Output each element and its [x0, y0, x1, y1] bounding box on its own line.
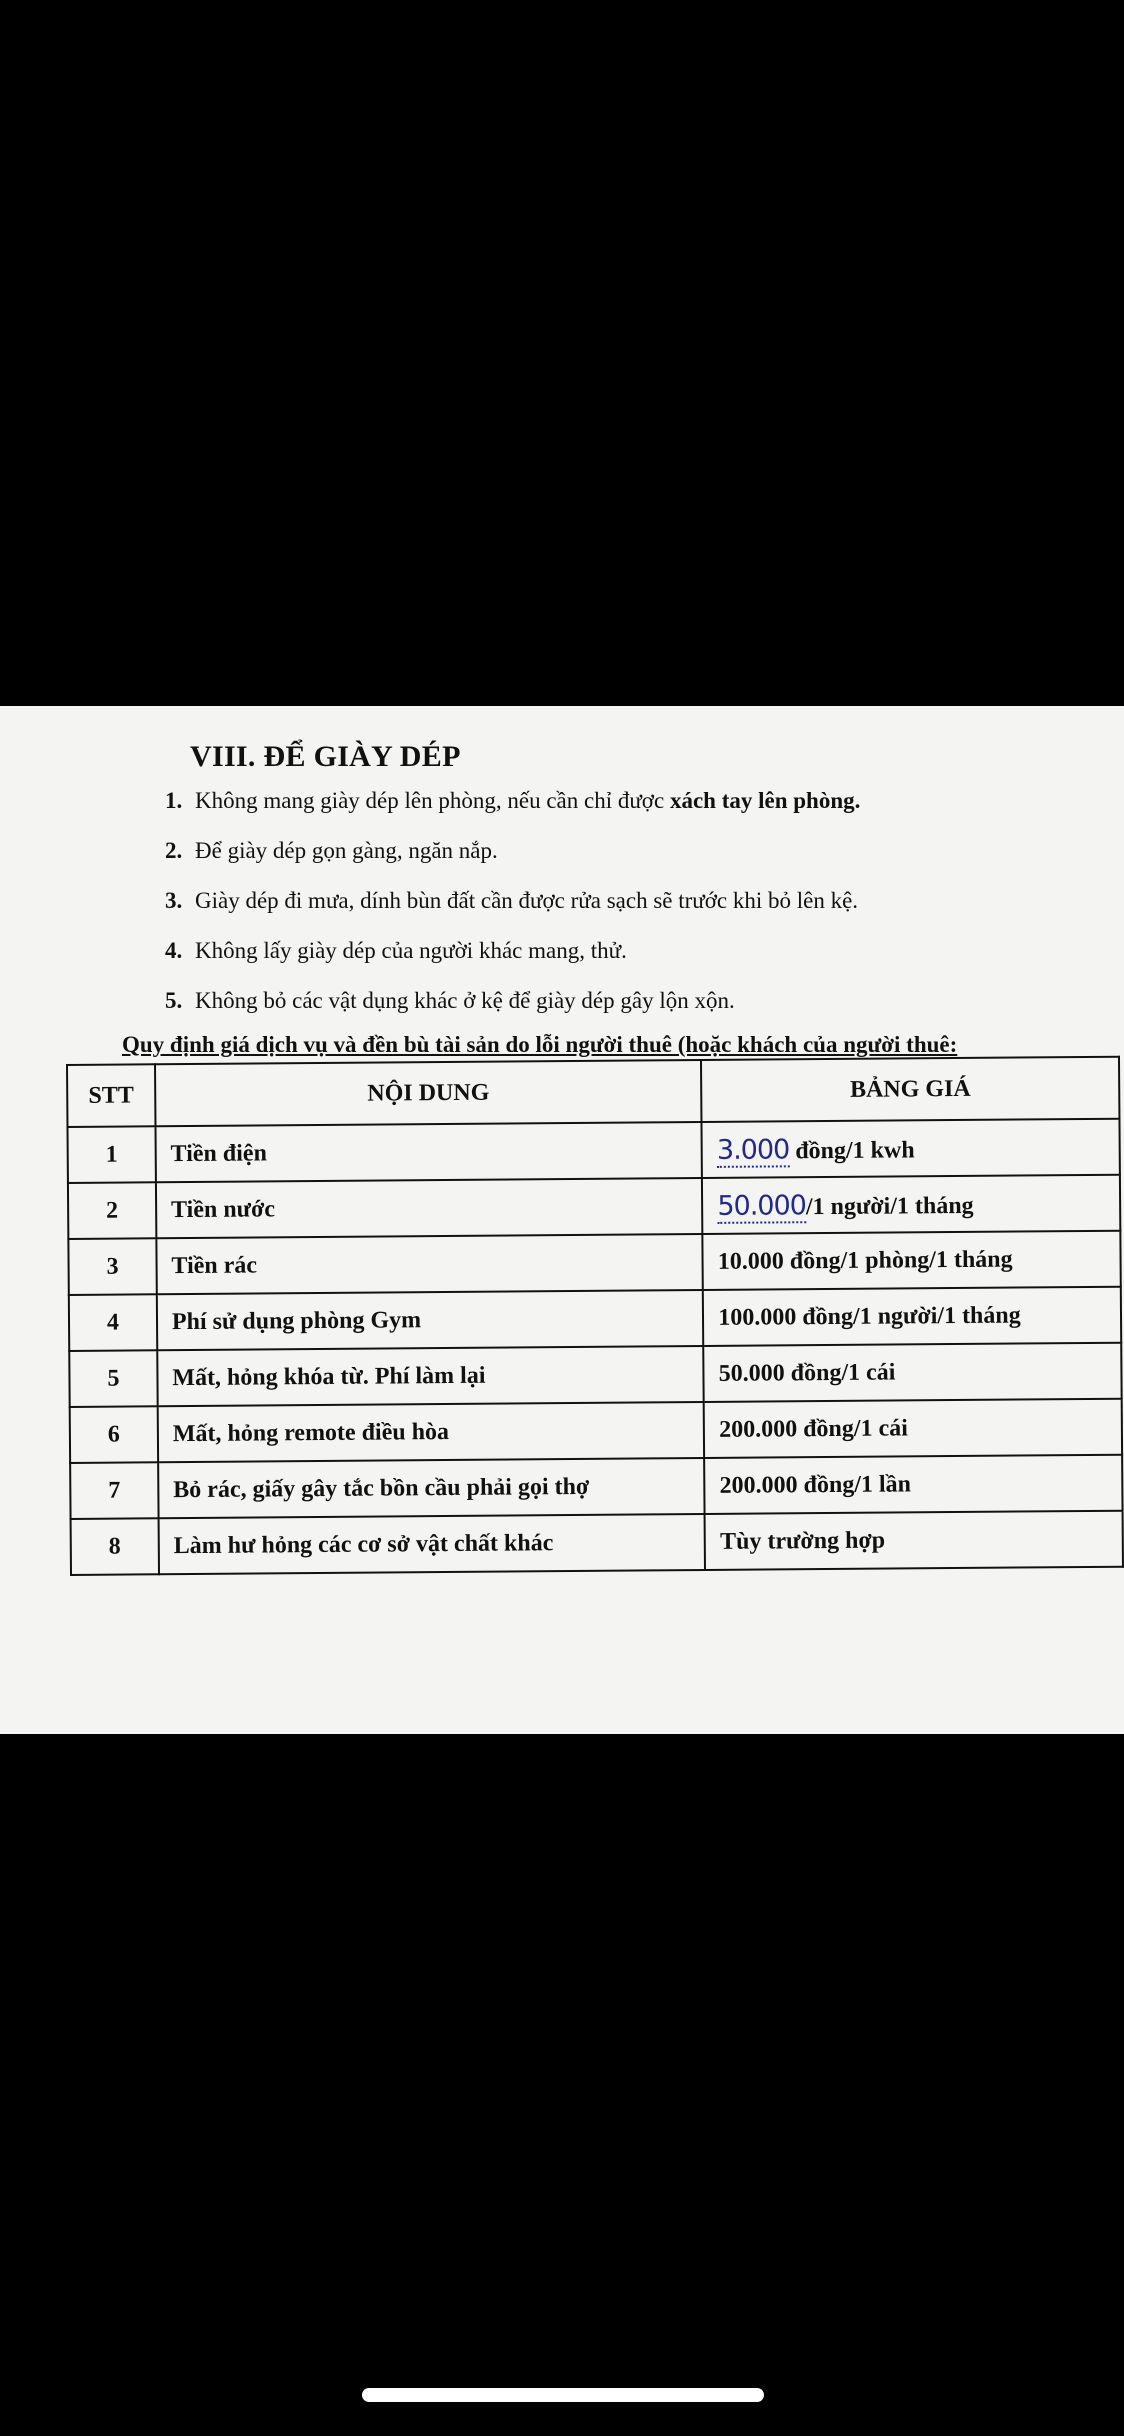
rule-item: [165, 788, 860, 838]
cell-price: 200.000 đồng/1 lần: [704, 1455, 1122, 1514]
header-price: BẢNG GIÁ: [701, 1057, 1119, 1122]
section-title: VIII. ĐỂ GIÀY DÉP: [190, 740, 461, 773]
table-row: [68, 1175, 1120, 1239]
rule-number: 4.: [165, 938, 183, 963]
rule-text: Không mang giày dép lên phòng, nếu cần chỉ được xách tay lên phòng.: [195, 788, 861, 813]
cell-price: 50.000 đồng/1 cái: [704, 1343, 1122, 1402]
rule-item: [165, 988, 860, 1038]
cell-stt: 1: [67, 1126, 155, 1183]
handwritten-price: 3.000: [716, 1133, 790, 1166]
cell-stt: 7: [70, 1462, 158, 1519]
table-row: [70, 1455, 1122, 1519]
cell-content: Tiền rác: [156, 1234, 703, 1294]
cell-stt: 5: [69, 1350, 157, 1407]
cell-price: 50.000/1 người/1 tháng: [702, 1175, 1120, 1234]
price-table: [66, 1056, 1124, 1576]
table-heading: Quy định giá dịch vụ và đền bù tài sản do lỗi người thuê (hoặc khách của người thuê:: [122, 1032, 958, 1057]
cell-content: Bỏ rác, giấy gây tắc bồn cầu phải gọi thợ: [158, 1458, 705, 1518]
cell-content: Tiền nước: [156, 1178, 703, 1238]
cell-stt: 2: [68, 1182, 156, 1239]
rule-item: [165, 938, 860, 988]
cell-content: Tiền điện: [155, 1122, 702, 1182]
header-content: NỘI DUNG: [155, 1060, 702, 1126]
table-row: [68, 1231, 1120, 1295]
cell-stt: 6: [70, 1406, 158, 1463]
table-row: [70, 1399, 1122, 1463]
rule-text: Không bỏ các vật dụng khác ở kệ để giày dép gây lộn xộn.: [195, 988, 735, 1013]
cell-price: Tùy trường hợp: [705, 1511, 1123, 1570]
table-row: [67, 1119, 1119, 1183]
table-header-row: [67, 1057, 1119, 1127]
header-stt: STT: [67, 1064, 155, 1127]
table-row: [69, 1343, 1121, 1407]
cell-content: Làm hư hỏng các cơ sở vật chất khác: [158, 1514, 705, 1574]
rule-item: [165, 838, 860, 888]
cell-stt: 3: [68, 1238, 156, 1295]
cell-content: Phí sử dụng phòng Gym: [157, 1290, 704, 1350]
rule-number: 3.: [165, 888, 183, 913]
rule-number: 2.: [165, 838, 183, 863]
document-photo: [0, 706, 1124, 1734]
rule-number: 5.: [165, 988, 183, 1013]
cell-price: 10.000 đồng/1 phòng/1 tháng: [703, 1231, 1121, 1290]
table-row: [71, 1511, 1123, 1575]
cell-stt: 4: [69, 1294, 157, 1351]
cell-content: Mất, hỏng remote điều hòa: [158, 1402, 705, 1462]
cell-content: Mất, hỏng khóa từ. Phí làm lại: [157, 1346, 704, 1406]
cell-stt: 8: [71, 1518, 159, 1575]
home-indicator[interactable]: [362, 2388, 764, 2402]
cell-price: 100.000 đồng/1 người/1 tháng: [703, 1287, 1121, 1346]
rule-item: [165, 888, 860, 938]
cell-price: 3.000 đồng/1 kwh: [702, 1119, 1120, 1178]
table-row: [69, 1287, 1121, 1351]
handwritten-price: 50.000: [717, 1189, 807, 1222]
rule-text: Để giày dép gọn gàng, ngăn nắp.: [195, 838, 498, 863]
rule-text: Không lấy giày dép của người khác mang, thử.: [195, 938, 627, 963]
rules-list: [165, 788, 860, 1038]
rule-bold-text: xách tay lên phòng.: [669, 788, 861, 813]
cell-price: 200.000 đồng/1 cái: [704, 1399, 1122, 1458]
rule-text: Giày dép đi mưa, dính bùn đất cần được rửa sạch sẽ trước khi bỏ lên kệ.: [195, 888, 859, 913]
rule-number: 1.: [165, 788, 183, 813]
